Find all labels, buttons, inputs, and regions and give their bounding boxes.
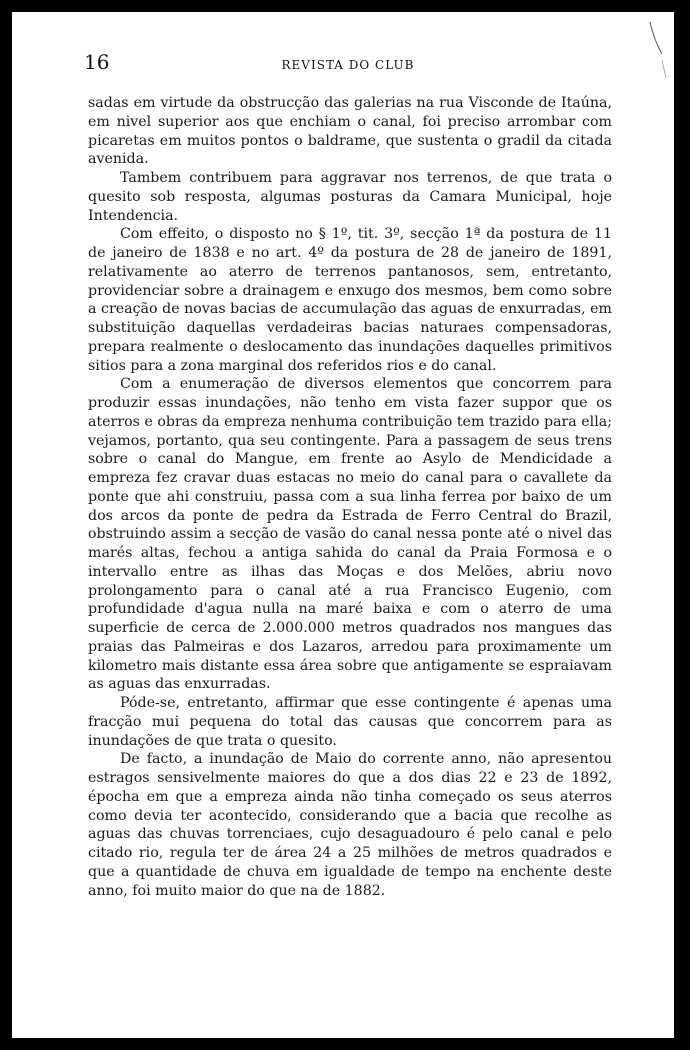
paragraph: Póde-se, entretanto, affirmar que esse contingente é apenas uma fracção mui pequena do total das causas que concorrem para as inundações de que trata o quesito. <box>88 695 612 749</box>
paragraph: De facto, a inundação de Maio do corrente anno, não apresentou estragos sensivelmente maiores do que a dos dias 22 e 23 de 1892, épocha em que a empreza ainda não tinha começado os seus aterros como devia ter acontecido, considerando que a bacia que recolhe as aguas das chuvas torrenciaes, cujo desaguadouro é pelo canal e pelo citado rio, regula ter de área 24 a 25 milhões de metros quadrados e que a quantidade de chuva em igualdade de tempo na enchente deste anno, foi muito maior do que na de 1882. <box>88 751 612 899</box>
page-header <box>84 50 612 80</box>
paragraph: Com effeito, o disposto no § 1º, tit. 3º, secção 1ª da postura de 11 de janeiro de 1838 e no art. 4º da postura de 28 de janeiro de 1891, relativamente ao aterro de terrenos pantanosos, sem, entretanto, providenciar sobre a drainagem e enxugo dos mesmos, bem como sobre a creação de novas bacias de accumulação das aguas de enxurradas, em substituição daquellas verdadeiras bacias naturaes compensadoras, prepara realmente o deslocamento das inundações daquelles primitivos sitios para a zona marginal dos referidos rios e do canal. <box>88 226 612 374</box>
page-edge-mark <box>648 20 668 80</box>
body-text <box>88 94 612 900</box>
paragraph: Tambem contribuem para aggravar nos terrenos, de que trata o quesito sob resposta, algumas posturas da Camara Municipal, hoje Intendencia. <box>88 170 612 224</box>
running-title: REVISTA DO CLUB <box>281 58 415 72</box>
book-page <box>12 12 674 1038</box>
paragraph: Com a enumeração de diversos elementos que concorrem para produzir essas inundações, não tenho em vista fazer suppor que os aterros e obras da empreza nenhuma contribuição tem trazido para ella; vejamos, portanto, qua seu contingente. Para a passagem de seus trens sobre o canal do Mangue, em frente ao Asylo de Mendicidade a empreza fez cravar duas estacas no meio do canal para o cavallete da ponte que ahi construiu, passa com a sua linha ferrea por baixo de um dos arcos da ponte de pedra da Estrada de Ferro Central do Brazil, obstruindo assim a secção de vasão do canal nessa ponte até o nivel das marés altas, fechou a antiga sahida do canal da Praia Formosa e o intervallo entre as ilhas das Moças e dos Melões, abriu novo prolongamento para o canal até a rua Francisco Eugenio, com profundidade d'agua nulla na maré baixa e com o aterro de uma superficie de cerca de 2.000.000 metros quadrados nos mangues das praias das Palmeiras e dos Lazaros, arredou para proximamente um kilometro mais distante essa área sobre que antigamente se espraiavam as aguas das enxurradas. <box>88 376 612 693</box>
page-number: 16 <box>84 50 110 74</box>
paragraph: sadas em virtude da obstrucção das galerias na rua Visconde de Itaúna, em nivel superior aos que enchiam o canal, foi preciso arrombar com picaretas em muitos pontos o baldrame, que sustenta o gradil da citada avenida. <box>88 95 612 168</box>
